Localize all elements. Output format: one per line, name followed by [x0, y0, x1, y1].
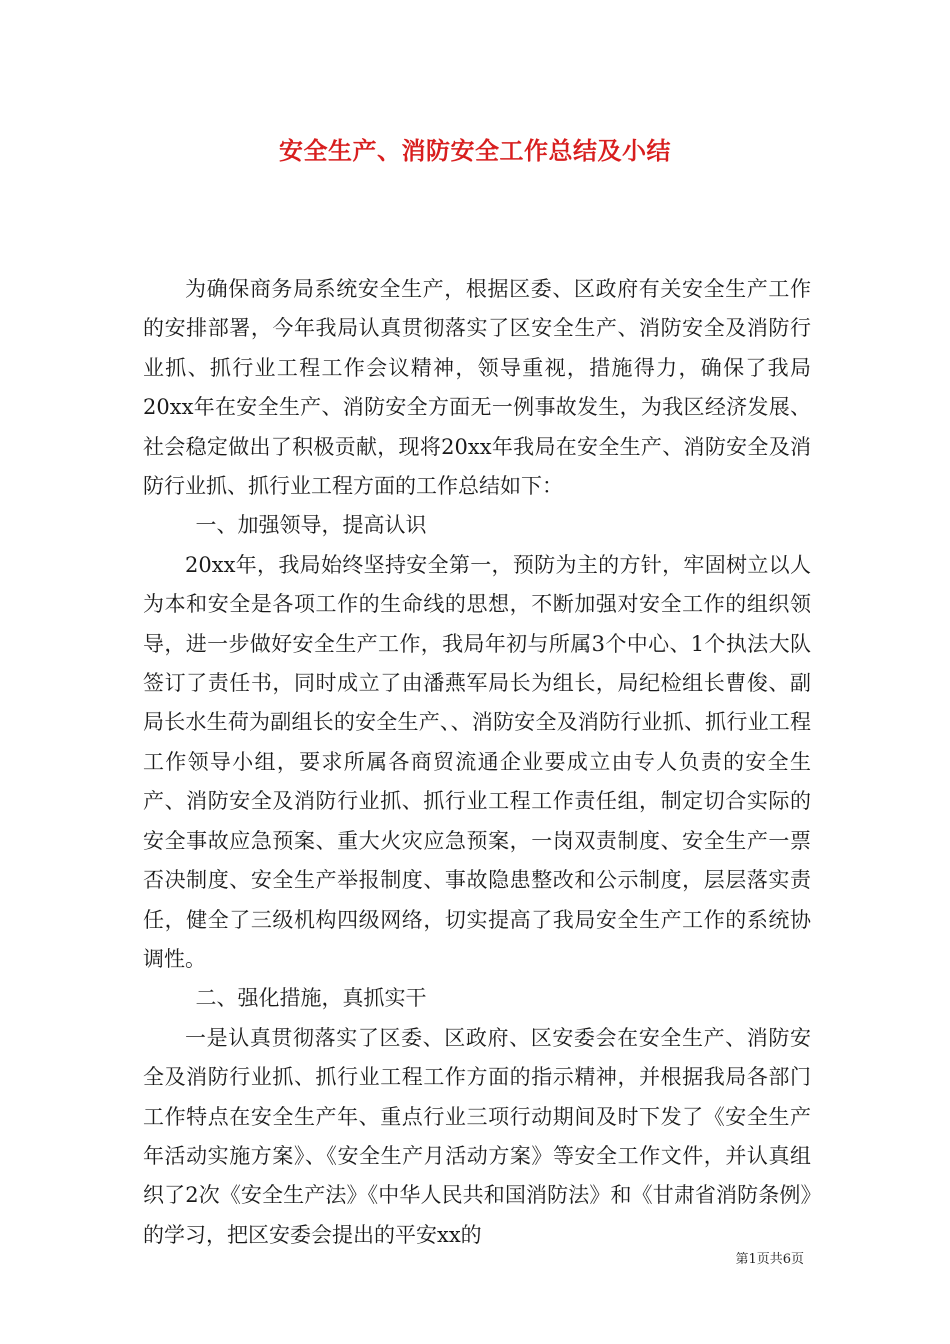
page-number: 第1页共6页	[735, 1252, 804, 1267]
section-heading-2: 二、强化措施，真抓实干	[195, 986, 427, 1011]
document-body	[143, 270, 811, 1255]
section-1-paragraph: 20xx年，我局始终坚持安全第一，预防为主的方针，牢固树立以人为本和安全是各项工作的生命线的思想，不断加强对安全工作的组织领导，进一步做好安全生产工作，我局年初与所属3个中心、1个执法大队签订了责任书，同时成立了由潘燕军局长为组长，局纪检组长曹俊、副局长水生荷为副组长的安全生产、、消防安全及消防行业抓、抓行业工程工作领导小组，要求所属各商贸流通企业要成立由专人负责的安全生产、消防安全及消防行业抓、抓行业工程工作责任组，制定切合实际的安全事故应急预案、重大火灾应急预案，一岗双责制度、安全生产一票否决制度、安全生产举报制度、事故隐患整改和公示制度，层层落实责任，健全了三级机构四级网络，切实提高了我局安全生产工作的系统协调性。	[143, 552, 811, 971]
document-title: 安全生产、消防安全工作总结及小结	[279, 137, 671, 165]
section-2-paragraph: 一是认真贯彻落实了区委、区政府、区安委会在安全生产、消防安全及消防行业抓、抓行业工程工作方面的指示精神，并根据我局各部门工作特点在安全生产年、重点行业三项行动期间及时下发了《安全生产年活动实施方案》、《安全生产月活动方案》等安全工作文件，并认真组织了2次《安全生产法》《中华人民共和国消防法》和《甘肃省消防条例》的学习，把区安委会提出的平安xx的	[143, 1025, 811, 1247]
intro-paragraph: 为确保商务局系统安全生产，根据区委、区政府有关安全生产工作的安排部署，今年我局认真贯彻落实了区安全生产、消防安全及消防行业抓、抓行业工程工作会议精神，领导重视，措施得力，确保了我局20xx年在安全生产、消防安全方面无一例事故发生，为我区经济发展、社会稳定做出了积极贡献，现将20xx年我局在安全生产、消防安全及消防行业抓、抓行业工程方面的工作总结如下：	[143, 277, 811, 499]
section-heading-1: 一、加强领导，提高认识	[195, 513, 427, 538]
